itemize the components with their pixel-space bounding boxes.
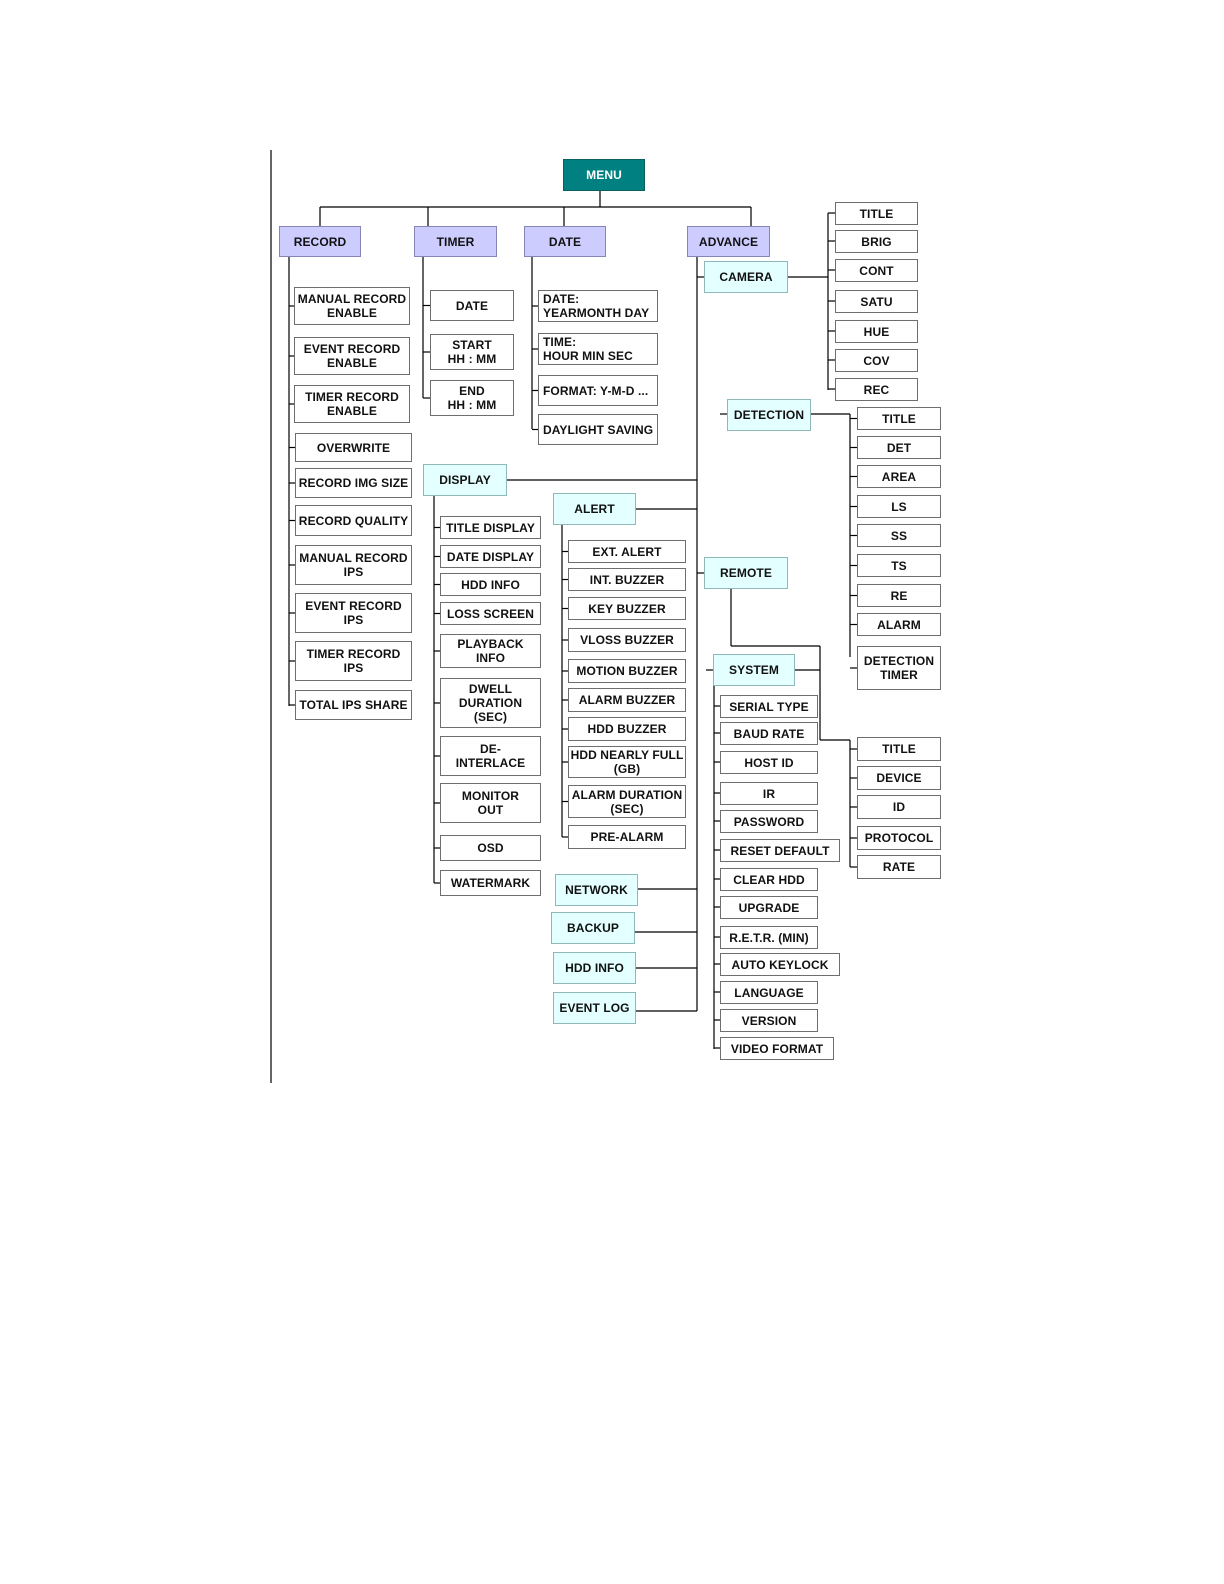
category-advance: ADVANCE	[687, 226, 770, 257]
camera-item-6: REC	[835, 378, 918, 401]
display-item-8: OSD	[440, 835, 541, 861]
remote-item-2: ID	[857, 795, 941, 819]
camera-item-3: SATU	[835, 290, 918, 313]
display-item-6: DE- INTERLACE	[440, 736, 541, 776]
record-item-9: TOTAL IPS SHARE	[295, 690, 412, 720]
detection-item-4: SS	[857, 524, 941, 547]
date-item-2: FORMAT: Y-M-D ...	[538, 375, 658, 406]
camera-item-4: HUE	[835, 320, 918, 343]
date-item-0: DATE: YEARMONTH DAY	[538, 290, 658, 322]
record-item-0: MANUAL RECORD ENABLE	[294, 287, 410, 325]
detection-item-2: AREA	[857, 465, 941, 488]
submenu-hdd-info: HDD INFO	[553, 952, 636, 984]
record-item-7: EVENT RECORD IPS	[295, 593, 412, 633]
display-item-1: DATE DISPLAY	[440, 545, 541, 568]
submenu-network: NETWORK	[555, 874, 638, 906]
system-item-4: PASSWORD	[720, 810, 818, 833]
submenu-camera: CAMERA	[704, 261, 788, 293]
submenu-alert: ALERT	[553, 493, 636, 525]
system-item-3: IR	[720, 782, 818, 805]
alert-item-8: ALARM DURATION (SEC)	[568, 785, 686, 818]
detection-item-5: TS	[857, 554, 941, 577]
menu-root: MENU	[563, 159, 645, 191]
detection-item-0: TITLE	[857, 407, 941, 430]
submenu-display: DISPLAY	[423, 464, 507, 496]
camera-item-5: COV	[835, 349, 918, 372]
category-record: RECORD	[279, 226, 361, 257]
alert-item-5: ALARM BUZZER	[568, 688, 686, 712]
record-item-3: OVERWRITE	[295, 433, 412, 462]
system-item-9: AUTO KEYLOCK	[720, 953, 840, 976]
system-item-8: R.E.T.R. (MIN)	[720, 926, 818, 949]
submenu-remote: REMOTE	[704, 557, 788, 589]
detection-item-3: LS	[857, 495, 941, 518]
record-item-1: EVENT RECORD ENABLE	[294, 337, 410, 375]
remote-item-3: PROTOCOL	[857, 826, 941, 850]
alert-item-6: HDD BUZZER	[568, 717, 686, 741]
alert-item-7: HDD NEARLY FULL (GB)	[568, 746, 686, 778]
submenu-event-log: EVENT LOG	[553, 992, 636, 1024]
camera-item-2: CONT	[835, 259, 918, 282]
alert-item-2: KEY BUZZER	[568, 597, 686, 620]
system-item-5: RESET DEFAULT	[720, 839, 840, 862]
record-item-8: TIMER RECORD IPS	[295, 641, 412, 681]
submenu-backup: BACKUP	[551, 912, 635, 944]
date-item-3: DAYLIGHT SAVING	[538, 414, 658, 445]
submenu-detection: DETECTION	[727, 399, 811, 431]
system-item-12: VIDEO FORMAT	[720, 1037, 834, 1060]
detection-item-7: ALARM	[857, 613, 941, 636]
system-item-7: UPGRADE	[720, 896, 818, 919]
date-item-1: TIME: HOUR MIN SEC	[538, 333, 658, 365]
record-item-5: RECORD QUALITY	[295, 505, 412, 536]
category-date: DATE	[524, 226, 606, 257]
camera-item-1: BRIG	[835, 230, 918, 253]
display-item-2: HDD INFO	[440, 573, 541, 596]
remote-item-0: TITLE	[857, 737, 941, 761]
detection-item-6: RE	[857, 584, 941, 607]
detection-item-1: DET	[857, 436, 941, 459]
system-item-11: VERSION	[720, 1009, 818, 1032]
alert-item-1: INT. BUZZER	[568, 568, 686, 591]
timer-item-1: START HH : MM	[430, 334, 514, 370]
timer-item-0: DATE	[430, 290, 514, 321]
alert-item-9: PRE-ALARM	[568, 825, 686, 849]
alert-item-0: EXT. ALERT	[568, 540, 686, 563]
display-item-7: MONITOR OUT	[440, 783, 541, 823]
system-item-2: HOST ID	[720, 751, 818, 774]
record-item-6: MANUAL RECORD IPS	[295, 545, 412, 585]
remote-item-4: RATE	[857, 855, 941, 879]
category-timer: TIMER	[414, 226, 497, 257]
submenu-system: SYSTEM	[713, 654, 795, 686]
record-item-2: TIMER RECORD ENABLE	[294, 385, 410, 423]
system-item-10: LANGUAGE	[720, 981, 818, 1004]
system-item-0: SERIAL TYPE	[720, 695, 818, 718]
alert-item-3: VLOSS BUZZER	[568, 628, 686, 652]
system-item-1: BAUD RATE	[720, 722, 818, 745]
display-item-3: LOSS SCREEN	[440, 602, 541, 625]
system-item-6: CLEAR HDD	[720, 868, 818, 891]
display-item-0: TITLE DISPLAY	[440, 516, 541, 539]
camera-item-0: TITLE	[835, 202, 918, 225]
record-item-4: RECORD IMG SIZE	[295, 468, 412, 498]
display-item-4: PLAYBACK INFO	[440, 634, 541, 668]
detection-item-8: DETECTION TIMER	[857, 646, 941, 690]
remote-item-1: DEVICE	[857, 766, 941, 790]
alert-item-4: MOTION BUZZER	[568, 659, 686, 683]
display-item-9: WATERMARK	[440, 870, 541, 896]
timer-item-2: END HH : MM	[430, 380, 514, 416]
display-item-5: DWELL DURATION (SEC)	[440, 678, 541, 728]
